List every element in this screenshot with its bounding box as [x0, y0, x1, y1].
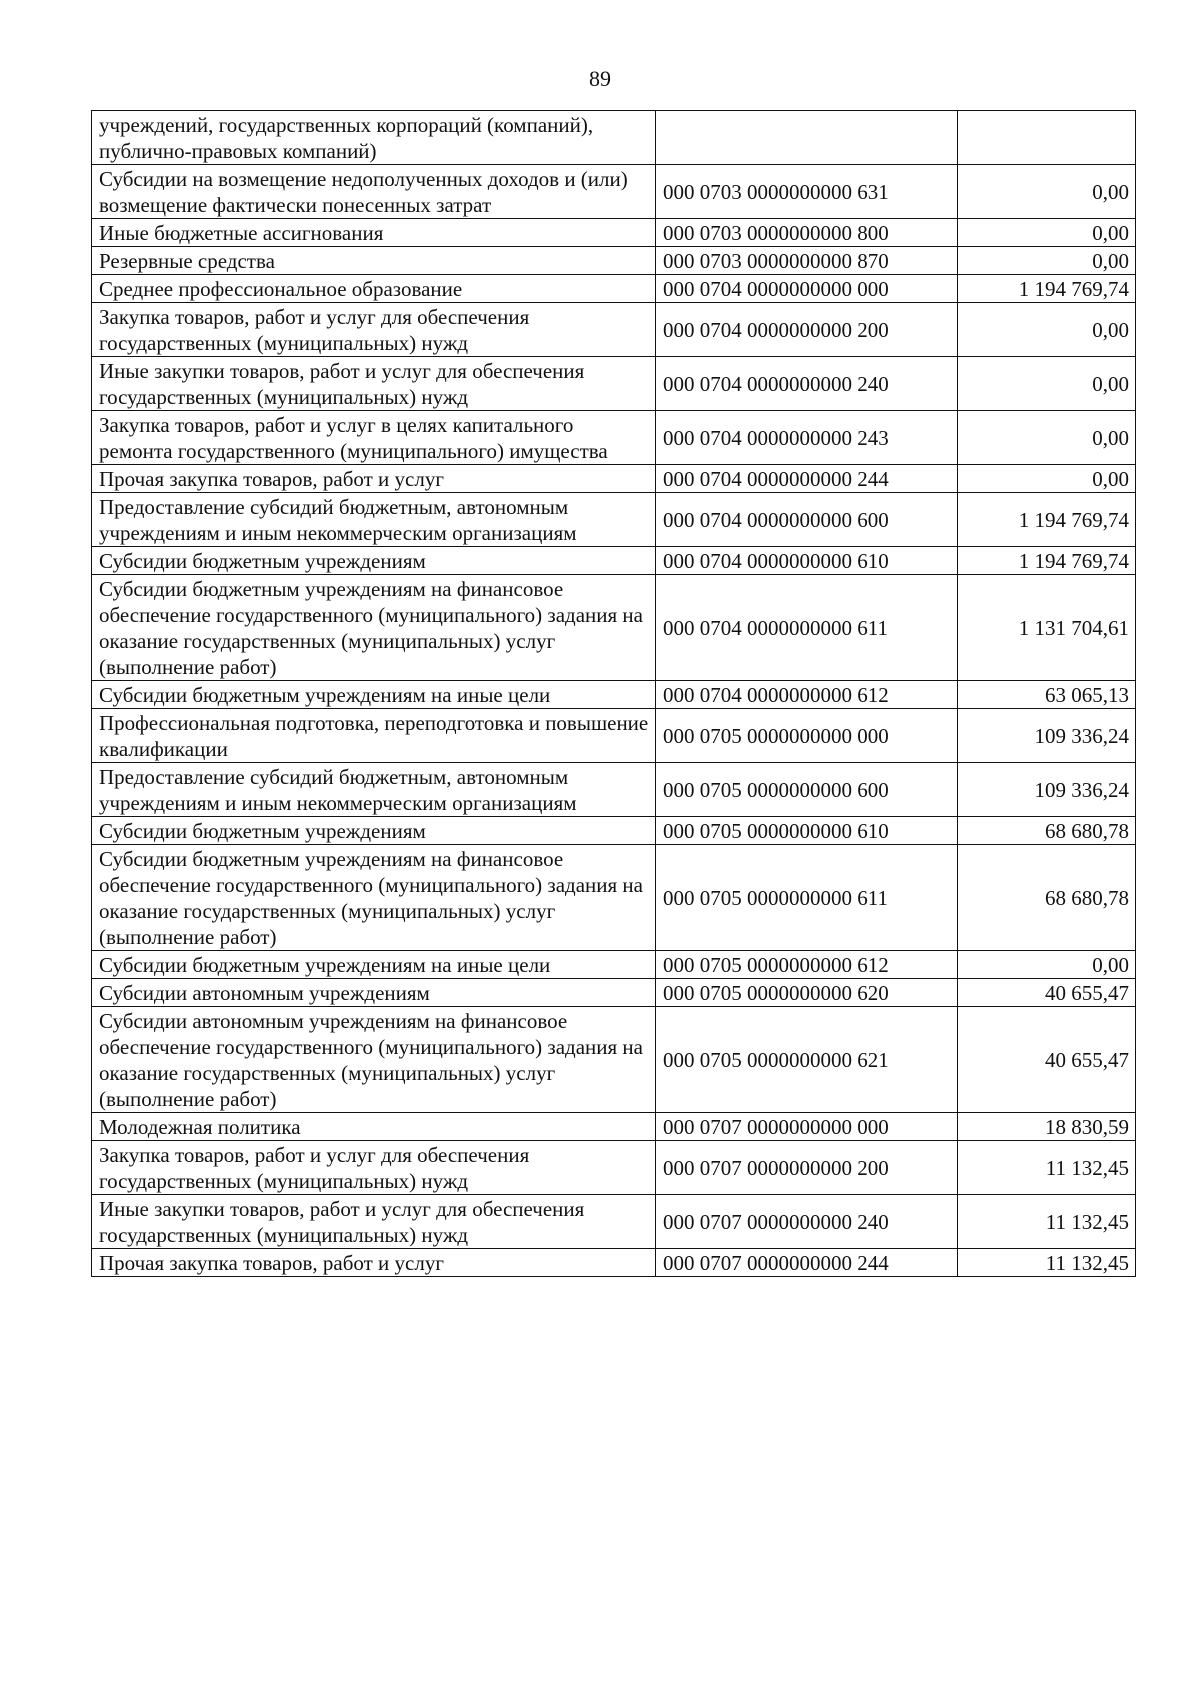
row-name: Субсидии автономным учреждениям на финансовое обеспечение государственного (муниципального) задания на оказание государственных (муниципальных) услуг (выполнение работ) [92, 1007, 656, 1113]
table-row [92, 845, 1136, 951]
row-code: 000 0704 0000000000 000 [656, 275, 958, 303]
row-amount: 0,00 [958, 303, 1136, 357]
row-code: 000 0707 0000000000 244 [656, 1249, 958, 1277]
budget-table-body [92, 111, 1136, 1277]
row-amount: 11 132,45 [958, 1195, 1136, 1249]
row-name: Закупка товаров, работ и услуг для обеспечения государственных (муниципальных) нужд [92, 1141, 656, 1195]
row-code: 000 0704 0000000000 610 [656, 547, 958, 575]
table-row [92, 709, 1136, 763]
row-amount: 1 194 769,74 [958, 547, 1136, 575]
table-row [92, 547, 1136, 575]
table-row [92, 411, 1136, 465]
row-amount: 0,00 [958, 165, 1136, 219]
table-row [92, 681, 1136, 709]
row-code: 000 0704 0000000000 243 [656, 411, 958, 465]
row-code: 000 0704 0000000000 240 [656, 357, 958, 411]
row-amount: 0,00 [958, 951, 1136, 979]
row-amount: 109 336,24 [958, 709, 1136, 763]
page-number: 89 [589, 66, 611, 91]
row-amount: 11 132,45 [958, 1249, 1136, 1277]
row-name: Субсидии автономным учреждениям [92, 979, 656, 1007]
row-name: Закупка товаров, работ и услуг в целях капитального ремонта государственного (муниципального) имущества [92, 411, 656, 465]
row-amount: 0,00 [958, 247, 1136, 275]
row-name: Иные закупки товаров, работ и услуг для обеспечения государственных (муниципальных) нужд [92, 357, 656, 411]
row-name: Предоставление субсидий бюджетным, автономным учреждениям и иным некоммерческим организациям [92, 493, 656, 547]
row-amount: 40 655,47 [958, 979, 1136, 1007]
table-row [92, 763, 1136, 817]
row-amount: 1 131 704,61 [958, 575, 1136, 681]
row-code [656, 111, 958, 165]
row-name: Иные закупки товаров, работ и услуг для обеспечения государственных (муниципальных) нужд [92, 1195, 656, 1249]
table-row [92, 493, 1136, 547]
table-row [92, 275, 1136, 303]
row-code: 000 0705 0000000000 612 [656, 951, 958, 979]
row-name: Резервные средства [92, 247, 656, 275]
row-name: Субсидии бюджетным учреждениям на иные цели [92, 681, 656, 709]
row-name: Субсидии бюджетным учреждениям на финансовое обеспечение государственного (муниципального) задания на оказание государственных (муниципальных) услуг (выполнение работ) [92, 845, 656, 951]
row-code: 000 0705 0000000000 610 [656, 817, 958, 845]
row-amount: 1 194 769,74 [958, 275, 1136, 303]
row-name: учреждений, государственных корпораций (компаний), публично-правовых компаний) [92, 111, 656, 165]
row-name: Профессиональная подготовка, переподготовка и повышение квалификации [92, 709, 656, 763]
row-name: Субсидии на возмещение недополученных доходов и (или) возмещение фактически понесенных затрат [92, 165, 656, 219]
row-name: Субсидии бюджетным учреждениям [92, 817, 656, 845]
row-name: Закупка товаров, работ и услуг для обеспечения государственных (муниципальных) нужд [92, 303, 656, 357]
row-code: 000 0704 0000000000 612 [656, 681, 958, 709]
row-name: Прочая закупка товаров, работ и услуг [92, 1249, 656, 1277]
row-name: Прочая закупка товаров, работ и услуг [92, 465, 656, 493]
row-amount: 1 194 769,74 [958, 493, 1136, 547]
row-code: 000 0707 0000000000 240 [656, 1195, 958, 1249]
table-row [92, 165, 1136, 219]
row-code: 000 0703 0000000000 631 [656, 165, 958, 219]
table-row [92, 951, 1136, 979]
table-row [92, 1141, 1136, 1195]
row-amount: 68 680,78 [958, 817, 1136, 845]
row-name: Субсидии бюджетным учреждениям на иные цели [92, 951, 656, 979]
table-row [92, 303, 1136, 357]
table-row [92, 1007, 1136, 1113]
row-amount: 63 065,13 [958, 681, 1136, 709]
row-name: Предоставление субсидий бюджетным, автономным учреждениям и иным некоммерческим организациям [92, 763, 656, 817]
row-code: 000 0705 0000000000 611 [656, 845, 958, 951]
row-code: 000 0705 0000000000 621 [656, 1007, 958, 1113]
table-row [92, 465, 1136, 493]
row-amount: 0,00 [958, 411, 1136, 465]
budget-table [91, 110, 1136, 1277]
row-code: 000 0703 0000000000 800 [656, 219, 958, 247]
row-code: 000 0703 0000000000 870 [656, 247, 958, 275]
row-name: Иные бюджетные ассигнования [92, 219, 656, 247]
row-code: 000 0707 0000000000 000 [656, 1113, 958, 1141]
table-row [92, 1249, 1136, 1277]
row-amount: 0,00 [958, 219, 1136, 247]
row-name: Молодежная политика [92, 1113, 656, 1141]
row-code: 000 0705 0000000000 620 [656, 979, 958, 1007]
row-code: 000 0704 0000000000 244 [656, 465, 958, 493]
row-amount: 0,00 [958, 357, 1136, 411]
table-row [92, 357, 1136, 411]
table-row [92, 1113, 1136, 1141]
table-row [92, 817, 1136, 845]
table-row [92, 111, 1136, 165]
row-name: Субсидии бюджетным учреждениям на финансовое обеспечение государственного (муниципального) задания на оказание государственных (муниципальных) услуг (выполнение работ) [92, 575, 656, 681]
row-code: 000 0705 0000000000 000 [656, 709, 958, 763]
row-code: 000 0707 0000000000 200 [656, 1141, 958, 1195]
row-name: Субсидии бюджетным учреждениям [92, 547, 656, 575]
row-amount: 109 336,24 [958, 763, 1136, 817]
row-code: 000 0704 0000000000 611 [656, 575, 958, 681]
row-code: 000 0704 0000000000 200 [656, 303, 958, 357]
row-amount: 40 655,47 [958, 1007, 1136, 1113]
row-amount: 0,00 [958, 465, 1136, 493]
table-row [92, 247, 1136, 275]
table-row [92, 575, 1136, 681]
row-amount [958, 111, 1136, 165]
table-row [92, 1195, 1136, 1249]
row-name: Среднее профессиональное образование [92, 275, 656, 303]
row-amount: 11 132,45 [958, 1141, 1136, 1195]
table-row [92, 219, 1136, 247]
row-amount: 18 830,59 [958, 1113, 1136, 1141]
row-code: 000 0705 0000000000 600 [656, 763, 958, 817]
row-code: 000 0704 0000000000 600 [656, 493, 958, 547]
row-amount: 68 680,78 [958, 845, 1136, 951]
table-row [92, 979, 1136, 1007]
